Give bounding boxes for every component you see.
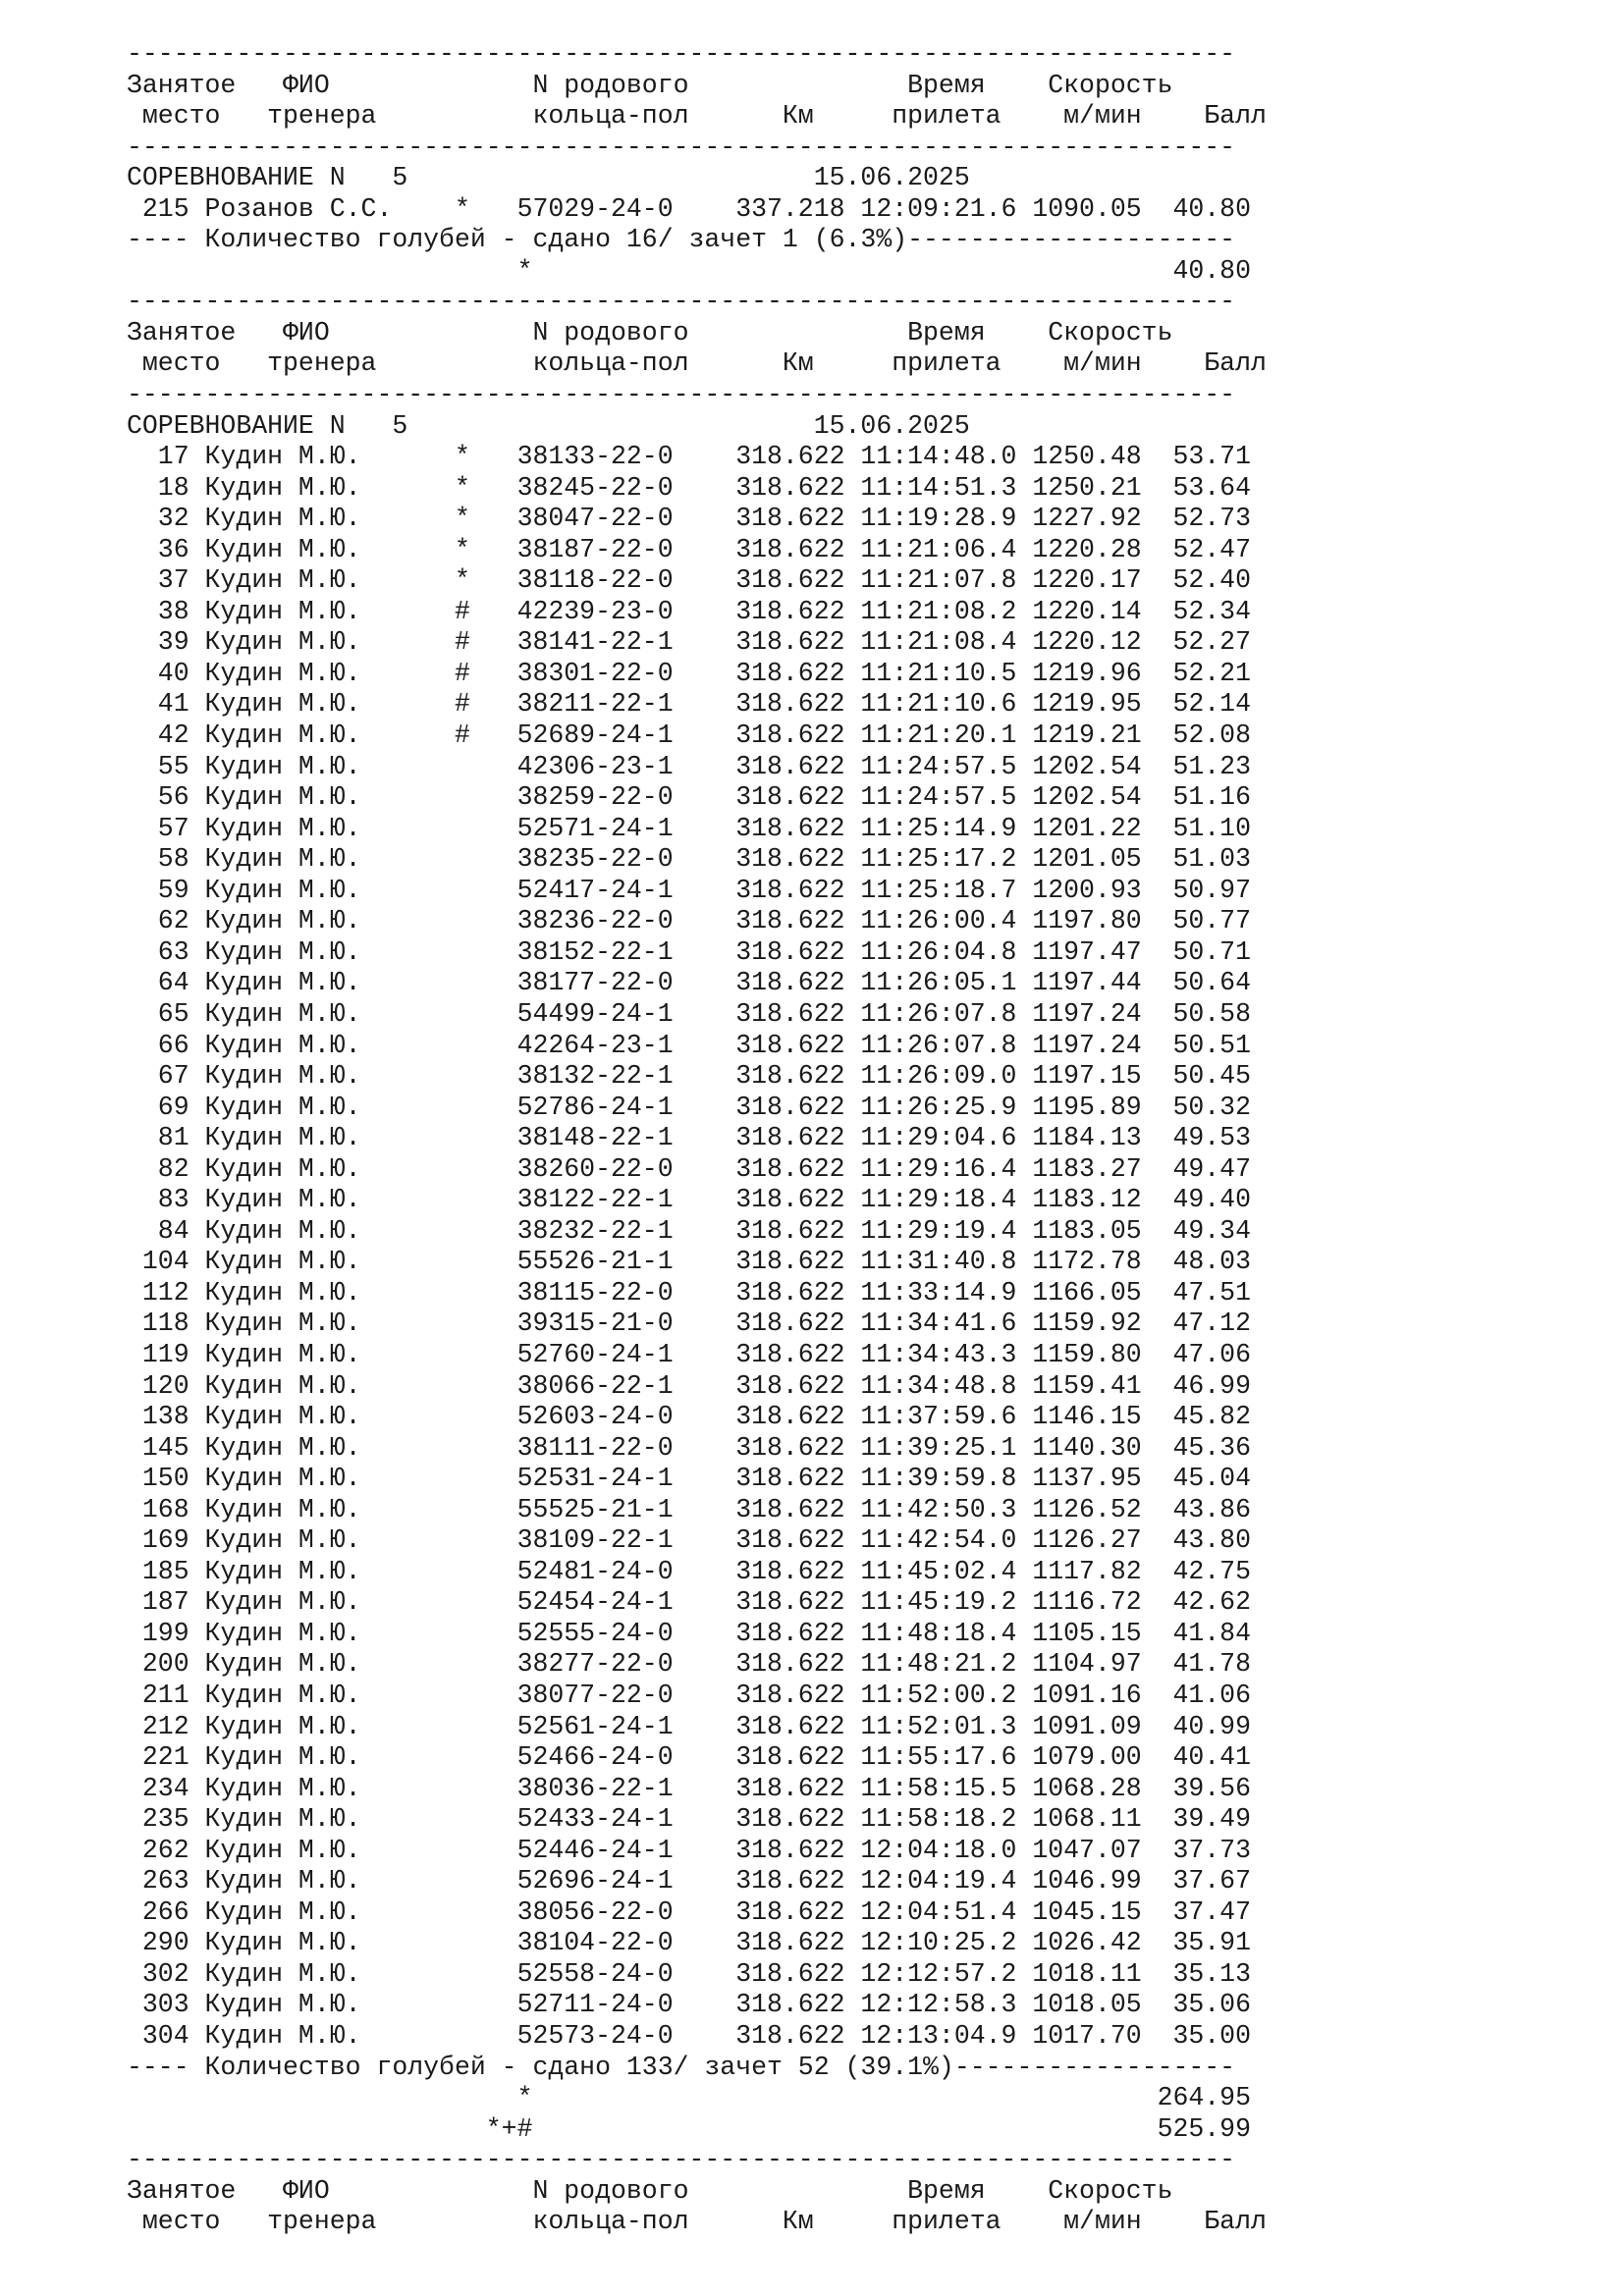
report-line: 57 Кудин М.Ю. 52571-24-1 318.622 11:25:14.9 1201.22 51.10 — [127, 813, 1251, 843]
report-line: 63 Кудин М.Ю. 38152-22-1 318.622 11:26:04.8 1197.47 50.71 — [127, 936, 1251, 967]
report-line: 59 Кудин М.Ю. 52417-24-1 318.622 11:25:18.7 1200.93 50.97 — [127, 875, 1251, 905]
report-line: 42 Кудин М.Ю. # 52689-24-1 318.622 11:21:20.1 1219.21 52.08 — [127, 721, 1251, 751]
report-line: * 264.95 — [127, 2083, 1251, 2113]
report-line: 235 Кудин М.Ю. 52433-24-1 318.622 11:58:18.2 1068.11 39.49 — [127, 1804, 1251, 1835]
report-line: 81 Кудин М.Ю. 38148-22-1 318.622 11:29:04.6 1184.13 49.53 — [127, 1123, 1251, 1153]
report-line: место тренера кольца-пол Км прилета м/мин Балл — [127, 101, 1267, 132]
report-line: 65 Кудин М.Ю. 54499-24-1 318.622 11:26:07.8 1197.24 50.58 — [127, 998, 1251, 1029]
report-line: 303 Кудин М.Ю. 52711-24-0 318.622 12:12:58.3 1018.05 35.06 — [127, 1990, 1251, 2020]
report-line: место тренера кольца-пол Км прилета м/мин Балл — [127, 348, 1267, 379]
report-line: 304 Кудин М.Ю. 52573-24-0 318.622 12:13:04.9 1017.70 35.00 — [127, 2021, 1251, 2051]
report-line: ----------------------------------------------------------------------- — [127, 39, 1236, 69]
report-line: 66 Кудин М.Ю. 42264-23-1 318.622 11:26:07.8 1197.24 50.51 — [127, 1030, 1251, 1060]
report-line: ---- Количество голубей - сдано 133/ зачет 52 (39.1%)------------------ — [127, 2052, 1236, 2082]
report-line: ----------------------------------------------------------------------- — [127, 2145, 1236, 2175]
report-line: 199 Кудин М.Ю. 52555-24-0 318.622 11:48:18.4 1105.15 41.84 — [127, 1618, 1251, 1648]
report-line: 120 Кудин М.Ю. 38066-22-1 318.622 11:34:48.8 1159.41 46.99 — [127, 1370, 1251, 1401]
report-line: 234 Кудин М.Ю. 38036-22-1 318.622 11:58:15.5 1068.28 39.56 — [127, 1773, 1251, 1803]
report-line: 69 Кудин М.Ю. 52786-24-1 318.622 11:26:25.9 1195.89 50.32 — [127, 1092, 1251, 1122]
report-line: 118 Кудин М.Ю. 39315-21-0 318.622 11:34:41.6 1159.92 47.12 — [127, 1308, 1251, 1339]
report-line: 138 Кудин М.Ю. 52603-24-0 318.622 11:37:59.6 1146.15 45.82 — [127, 1402, 1251, 1432]
report-line: 187 Кудин М.Ю. 52454-24-1 318.622 11:45:19.2 1116.72 42.62 — [127, 1587, 1251, 1618]
report-line: 169 Кудин М.Ю. 38109-22-1 318.622 11:42:54.0 1126.27 43.80 — [127, 1525, 1251, 1556]
report-line: 263 Кудин М.Ю. 52696-24-1 318.622 12:04:19.4 1046.99 37.67 — [127, 1866, 1251, 1896]
report-line: 215 Розанов С.С. * 57029-24-0 337.218 12:09:21.6 1090.05 40.80 — [127, 193, 1251, 224]
report-line: 221 Кудин М.Ю. 52466-24-0 318.622 11:55:17.6 1079.00 40.41 — [127, 1742, 1251, 1773]
report-line: Занятое ФИО N родового Время Скорость — [127, 2175, 1173, 2206]
report-line: 212 Кудин М.Ю. 52561-24-1 318.622 11:52:01.3 1091.09 40.99 — [127, 1711, 1251, 1741]
report-line: 17 Кудин М.Ю. * 38133-22-0 318.622 11:14:48.0 1250.48 53.71 — [127, 442, 1251, 472]
report-line: 39 Кудин М.Ю. # 38141-22-1 318.622 11:21:08.4 1220.12 52.27 — [127, 627, 1251, 658]
report-line: 266 Кудин М.Ю. 38056-22-0 318.622 12:04:51.4 1045.15 37.47 — [127, 1896, 1251, 1927]
report-line: 290 Кудин М.Ю. 38104-22-0 318.622 12:10:25.2 1026.42 35.91 — [127, 1928, 1251, 1958]
report-line: Занятое ФИО N родового Время Скорость — [127, 317, 1173, 347]
report-line: 38 Кудин М.Ю. # 42239-23-0 318.622 11:21:08.2 1220.14 52.34 — [127, 596, 1251, 626]
report-line: 41 Кудин М.Ю. # 38211-22-1 318.622 11:21:10.6 1219.95 52.14 — [127, 689, 1251, 720]
report-line: СОРЕВНОВАНИЕ N 5 15.06.2025 — [127, 410, 970, 441]
report-line: 200 Кудин М.Ю. 38277-22-0 318.622 11:48:21.2 1104.97 41.78 — [127, 1649, 1251, 1680]
report-line: 83 Кудин М.Ю. 38122-22-1 318.622 11:29:18.4 1183.12 49.40 — [127, 1185, 1251, 1215]
report-line: *+# 525.99 — [127, 2113, 1251, 2144]
report-line: 18 Кудин М.Ю. * 38245-22-0 318.622 11:14:51.3 1250.21 53.64 — [127, 472, 1251, 503]
report-line: 55 Кудин М.Ю. 42306-23-1 318.622 11:24:57.5 1202.54 51.23 — [127, 751, 1251, 781]
report-line: * 40.80 — [127, 255, 1251, 286]
report-line: 67 Кудин М.Ю. 38132-22-1 318.622 11:26:09.0 1197.15 50.45 — [127, 1061, 1251, 1092]
report-line: Занятое ФИО N родового Время Скорость — [127, 70, 1173, 100]
report-line: 150 Кудин М.Ю. 52531-24-1 318.622 11:39:59.8 1137.95 45.04 — [127, 1464, 1251, 1494]
report-line: 58 Кудин М.Ю. 38235-22-0 318.622 11:25:17.2 1201.05 51.03 — [127, 844, 1251, 875]
report-line: 168 Кудин М.Ю. 55525-21-1 318.622 11:42:50.3 1126.52 43.86 — [127, 1494, 1251, 1524]
report-line: 64 Кудин М.Ю. 38177-22-0 318.622 11:26:05.1 1197.44 50.64 — [127, 968, 1251, 998]
report-line: ----------------------------------------------------------------------- — [127, 380, 1236, 410]
report-line: 211 Кудин М.Ю. 38077-22-0 318.622 11:52:00.2 1091.16 41.06 — [127, 1680, 1251, 1710]
report-line: 36 Кудин М.Ю. * 38187-22-0 318.622 11:21:06.4 1220.28 52.47 — [127, 534, 1251, 564]
report-line: 302 Кудин М.Ю. 52558-24-0 318.622 12:12:57.2 1018.11 35.13 — [127, 1958, 1251, 1989]
report-line: 37 Кудин М.Ю. * 38118-22-0 318.622 11:21:07.8 1220.17 52.40 — [127, 565, 1251, 596]
report-line: 112 Кудин М.Ю. 38115-22-0 318.622 11:33:14.9 1166.05 47.51 — [127, 1277, 1251, 1308]
report-line: 62 Кудин М.Ю. 38236-22-0 318.622 11:26:00.4 1197.80 50.77 — [127, 906, 1251, 936]
results-report — [127, 39, 1267, 2238]
report-line: 185 Кудин М.Ю. 52481-24-0 318.622 11:45:02.4 1117.82 42.75 — [127, 1556, 1251, 1586]
report-line: 56 Кудин М.Ю. 38259-22-0 318.622 11:24:57.5 1202.54 51.16 — [127, 782, 1251, 813]
report-line: 104 Кудин М.Ю. 55526-21-1 318.622 11:31:40.8 1172.78 48.03 — [127, 1247, 1251, 1277]
report-line: 119 Кудин М.Ю. 52760-24-1 318.622 11:34:43.3 1159.80 47.06 — [127, 1339, 1251, 1369]
report-line: 262 Кудин М.Ю. 52446-24-1 318.622 12:04:18.0 1047.07 37.73 — [127, 1835, 1251, 1865]
report-line: СОРЕВНОВАНИЕ N 5 15.06.2025 — [127, 163, 970, 193]
report-line: ----------------------------------------------------------------------- — [127, 132, 1236, 162]
report-line: ----------------------------------------------------------------------- — [127, 287, 1236, 317]
report-line: 82 Кудин М.Ю. 38260-22-0 318.622 11:29:16.4 1183.27 49.47 — [127, 1153, 1251, 1184]
report-line: 145 Кудин М.Ю. 38111-22-0 318.622 11:39:25.1 1140.30 45.36 — [127, 1432, 1251, 1463]
report-line: 40 Кудин М.Ю. # 38301-22-0 318.622 11:21:10.5 1219.96 52.21 — [127, 658, 1251, 688]
report-line: ---- Количество голубей - сдано 16/ зачет 1 (6.3%)--------------------- — [127, 225, 1236, 255]
report-line: место тренера кольца-пол Км прилета м/мин Балл — [127, 2207, 1267, 2237]
report-line: 32 Кудин М.Ю. * 38047-22-0 318.622 11:19:28.9 1227.92 52.73 — [127, 504, 1251, 534]
report-line: 84 Кудин М.Ю. 38232-22-1 318.622 11:29:19.4 1183.05 49.34 — [127, 1215, 1251, 1246]
